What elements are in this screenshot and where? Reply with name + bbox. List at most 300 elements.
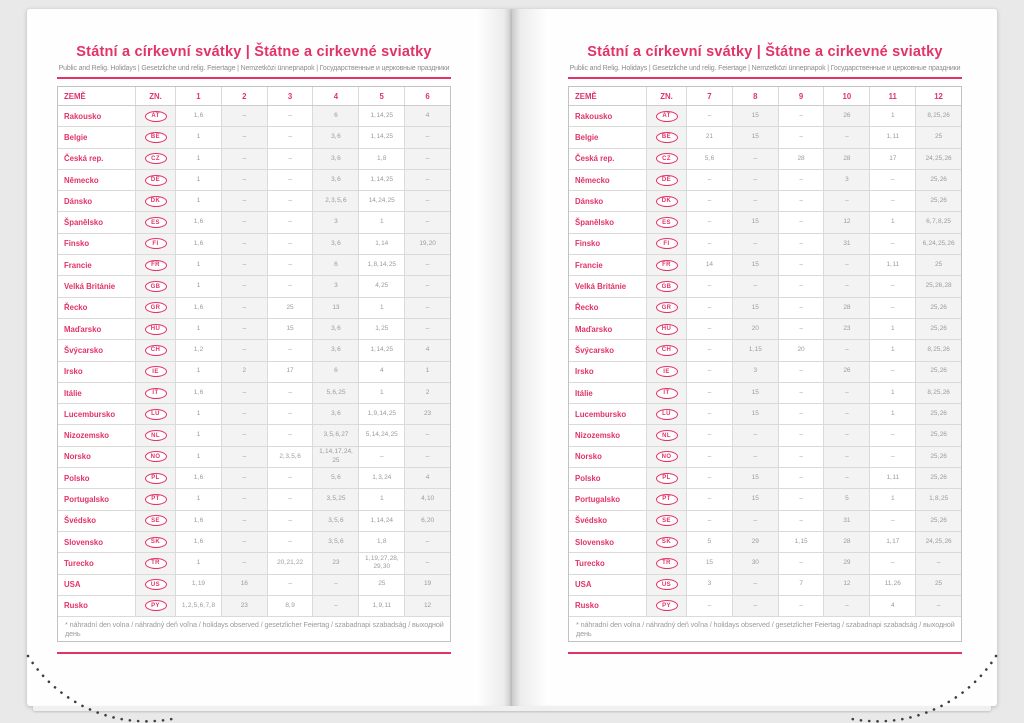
holiday-days-cell: – [733, 575, 779, 595]
country-code-badge: FR [145, 260, 167, 271]
country-name-cell: Polsko [569, 468, 647, 488]
holiday-days-cell: – [870, 447, 916, 467]
holiday-days-cell: – [687, 170, 733, 190]
table-row [58, 511, 450, 532]
holiday-days-cell: 1 [176, 425, 222, 445]
holiday-days-cell: – [222, 276, 268, 296]
holiday-days-cell: – [268, 106, 314, 126]
holiday-days-cell: 13 [313, 298, 359, 318]
holiday-days-cell: 1, 8 [359, 532, 405, 552]
table-row [569, 127, 961, 148]
country-code-cell [647, 319, 687, 339]
holiday-days-cell: – [268, 340, 314, 360]
country-code-cell [136, 425, 176, 445]
country-code-cell [647, 383, 687, 403]
holiday-days-cell: – [222, 340, 268, 360]
holiday-days-cell: – [824, 404, 870, 424]
holiday-days-cell: 3, 6 [313, 127, 359, 147]
country-code-cell [647, 234, 687, 254]
holiday-days-cell: – [222, 447, 268, 467]
holiday-days-cell: 1 [359, 383, 405, 403]
top-rule [57, 77, 451, 79]
table-row [569, 383, 961, 404]
holiday-days-cell: – [824, 596, 870, 616]
holiday-days-cell: – [222, 319, 268, 339]
country-code-badge: FI [656, 238, 678, 249]
country-code-cell [136, 575, 176, 595]
header-month-cell: 9 [779, 87, 825, 105]
holiday-days-cell: – [824, 340, 870, 360]
holiday-days-cell: 1, 14, 25 [359, 170, 405, 190]
country-name-cell: Slovensko [569, 532, 647, 552]
holiday-days-cell: – [687, 511, 733, 531]
holiday-days-cell: 25, 26 [916, 191, 961, 211]
holiday-days-cell: 1, 14 [359, 234, 405, 254]
country-code-badge: SK [145, 537, 167, 548]
country-code-badge: DE [145, 175, 167, 186]
holiday-days-cell: – [222, 383, 268, 403]
country-code-badge: ES [145, 217, 167, 228]
table-row [58, 596, 450, 617]
holiday-days-cell: 28 [824, 298, 870, 318]
holiday-days-cell: – [405, 255, 450, 275]
holiday-days-cell: 16 [222, 575, 268, 595]
holiday-days-cell: 2, 3, 5, 6 [268, 447, 314, 467]
table-row [58, 404, 450, 425]
country-code-badge: GB [145, 281, 167, 292]
country-name-cell: Rusko [569, 596, 647, 616]
holiday-days-cell: – [824, 191, 870, 211]
country-code-badge: HU [656, 324, 678, 335]
header-month-cell: 6 [425, 91, 430, 101]
holiday-days-cell: – [779, 425, 825, 445]
country-name-cell: Belgie [58, 127, 136, 147]
table-header-row [569, 87, 961, 106]
holiday-days-cell: – [779, 170, 825, 190]
country-code-badge: NO [145, 451, 167, 462]
country-name-cell: Velká Británie [58, 276, 136, 296]
holiday-days-cell: – [222, 106, 268, 126]
holiday-days-cell: – [687, 425, 733, 445]
holiday-days-cell: – [222, 191, 268, 211]
holiday-days-cell: – [268, 191, 314, 211]
country-code-badge: PT [145, 494, 167, 505]
country-code-cell [136, 149, 176, 169]
holiday-days-cell: 3 [733, 362, 779, 382]
table-row [569, 298, 961, 319]
country-code-badge: CZ [656, 153, 678, 164]
country-code-cell [647, 106, 687, 126]
holiday-days-cell: 1, 14, 25 [359, 340, 405, 360]
holiday-table [568, 86, 962, 642]
country-code-cell [136, 170, 176, 190]
holiday-days-cell: 3 [687, 575, 733, 595]
holiday-days-cell: 8, 9 [268, 596, 314, 616]
holiday-days-cell: 1, 8 [359, 149, 405, 169]
holiday-days-cell: 25, 26 [916, 468, 961, 488]
holiday-days-cell: – [687, 319, 733, 339]
holiday-days-cell: 25 [916, 255, 961, 275]
country-name-cell: Nizozemsko [569, 425, 647, 445]
country-name-cell: Dánsko [58, 191, 136, 211]
country-code-badge: GB [656, 281, 678, 292]
table-row [569, 149, 961, 170]
country-name-cell: Česká rep. [569, 149, 647, 169]
holiday-days-cell: – [779, 106, 825, 126]
holiday-days-cell: – [268, 212, 314, 232]
holiday-days-cell: – [870, 362, 916, 382]
holiday-days-cell: 3, 6 [313, 404, 359, 424]
table-row [58, 532, 450, 553]
country-code-badge: DE [656, 175, 678, 186]
country-code-cell [136, 212, 176, 232]
country-name-cell: Norsko [569, 447, 647, 467]
country-name-cell: Irsko [569, 362, 647, 382]
holiday-days-cell: – [687, 383, 733, 403]
holiday-days-cell: 1, 11 [870, 255, 916, 275]
country-code-badge: AT [656, 111, 678, 122]
holiday-days-cell: 15 [733, 212, 779, 232]
country-name-cell: Švýcarsko [569, 340, 647, 360]
holiday-days-cell: 1, 14, 25 [359, 127, 405, 147]
country-code-badge: CZ [145, 153, 167, 164]
holiday-days-cell: – [687, 191, 733, 211]
holiday-days-cell: – [405, 532, 450, 552]
holiday-days-cell: 1 [176, 149, 222, 169]
holiday-days-cell: – [222, 468, 268, 488]
holiday-days-cell: – [268, 170, 314, 190]
page-subtitle: Public and Relig. Holidays | Gesetzliche und relig. Feiertage | Nemzetközi ünnepnapok | Государственные и церковные праздники [58, 65, 450, 72]
holiday-days-cell: 4, 25 [359, 276, 405, 296]
country-name-cell: Německo [58, 170, 136, 190]
country-code-badge: PY [145, 600, 167, 611]
holiday-days-cell: – [222, 212, 268, 232]
holiday-days-cell: 6 [313, 255, 359, 275]
country-name-cell: Maďarsko [569, 319, 647, 339]
holiday-days-cell: 1 [359, 298, 405, 318]
country-name-cell: Španělsko [569, 212, 647, 232]
holiday-days-cell: – [313, 575, 359, 595]
right-page-content [568, 9, 962, 654]
holiday-days-cell: – [222, 255, 268, 275]
holiday-days-cell: 25, 26 [916, 404, 961, 424]
country-code-badge: HU [145, 324, 167, 335]
holiday-days-cell: – [268, 511, 314, 531]
country-code-cell [647, 362, 687, 382]
holiday-days-cell: 11, 26 [870, 575, 916, 595]
holiday-days-cell: 1, 6 [176, 511, 222, 531]
holiday-days-cell: – [779, 191, 825, 211]
left-page-content [57, 9, 451, 654]
table-row [58, 149, 450, 170]
country-code-cell [136, 340, 176, 360]
holiday-days-cell: 15 [733, 404, 779, 424]
holiday-table [57, 86, 451, 642]
holiday-days-cell: 1 [870, 319, 916, 339]
holiday-days-cell: 14, 24, 25 [359, 191, 405, 211]
country-name-cell: Francie [58, 255, 136, 275]
table-header-row [58, 87, 450, 106]
holiday-days-cell: 25, 26 [916, 511, 961, 531]
country-code-badge: TR [656, 558, 678, 569]
holiday-days-cell: – [405, 553, 450, 573]
header-month-cell: 1 [176, 87, 222, 105]
country-name-cell: Velká Británie [569, 276, 647, 296]
table-row [569, 255, 961, 276]
holiday-days-cell: – [824, 425, 870, 445]
holiday-days-cell: 25 [359, 575, 405, 595]
holiday-days-cell: – [222, 170, 268, 190]
table-row [58, 255, 450, 276]
holiday-days-cell: 1, 6 [176, 106, 222, 126]
holiday-days-cell: 1, 6 [176, 383, 222, 403]
header-month-cell: 7 [687, 87, 733, 105]
holiday-days-cell: 1, 6 [176, 212, 222, 232]
holiday-days-cell: – [870, 553, 916, 573]
country-name-cell: Turecko [569, 553, 647, 573]
header-month-cell: 11 [870, 87, 916, 105]
holiday-days-cell: 5, 6 [687, 149, 733, 169]
holiday-days-cell: 28 [779, 149, 825, 169]
holiday-days-cell: 1, 11 [870, 468, 916, 488]
holiday-days-cell: 4, 10 [405, 489, 450, 509]
country-name-cell: Nizozemsko [58, 425, 136, 445]
country-code-badge: TR [145, 558, 167, 569]
table-body [58, 106, 450, 617]
country-name-cell: Německo [569, 170, 647, 190]
country-name-cell: Rakousko [569, 106, 647, 126]
holiday-days-cell: – [779, 489, 825, 509]
table-row [58, 234, 450, 255]
table-row [58, 383, 450, 404]
holiday-days-cell: 30 [733, 553, 779, 573]
country-code-badge: US [656, 579, 678, 590]
country-name-cell: Rusko [58, 596, 136, 616]
holiday-days-cell: – [779, 234, 825, 254]
country-code-cell [136, 127, 176, 147]
country-code-cell [136, 362, 176, 382]
holiday-days-cell: 15 [733, 106, 779, 126]
header-month-cell: 5 [359, 87, 405, 105]
table-row [569, 106, 961, 127]
country-code-cell [136, 383, 176, 403]
holiday-days-cell: 23 [222, 596, 268, 616]
header-month-cell: 12 [934, 91, 943, 101]
country-code-cell [647, 276, 687, 296]
table-row [58, 106, 450, 127]
holiday-days-cell: 1 [176, 127, 222, 147]
country-code-badge: FR [656, 260, 678, 271]
table-row [58, 319, 450, 340]
holiday-days-cell: 1 [176, 276, 222, 296]
holiday-days-cell: – [779, 255, 825, 275]
holiday-days-cell: 29 [733, 532, 779, 552]
holiday-days-cell: 4 [405, 106, 450, 126]
holiday-days-cell: 25 [268, 298, 314, 318]
holiday-days-cell: 3, 5, 6 [313, 511, 359, 531]
holiday-days-cell: – [687, 212, 733, 232]
holiday-days-cell: – [405, 298, 450, 318]
holiday-days-cell: 3, 6 [313, 149, 359, 169]
country-code-badge: LU [656, 409, 678, 420]
holiday-days-cell: – [870, 191, 916, 211]
holiday-days-cell: – [222, 489, 268, 509]
country-code-cell [647, 447, 687, 467]
holiday-days-cell: 1 [176, 404, 222, 424]
table-row [58, 362, 450, 383]
holiday-days-cell: 1 [870, 106, 916, 126]
country-code-cell [647, 340, 687, 360]
country-name-cell: Rakousko [58, 106, 136, 126]
holiday-days-cell: – [824, 276, 870, 296]
table-row [569, 489, 961, 510]
country-code-badge: DK [145, 196, 167, 207]
holiday-days-cell: 15 [733, 383, 779, 403]
holiday-days-cell: 3, 5, 6, 27 [313, 425, 359, 445]
country-code-cell [136, 532, 176, 552]
holiday-days-cell: 26 [824, 362, 870, 382]
holiday-days-cell: 1 [870, 383, 916, 403]
table-row [58, 191, 450, 212]
holiday-days-cell: 20 [733, 319, 779, 339]
table-row [58, 212, 450, 233]
holiday-days-cell: 3 [313, 212, 359, 232]
country-name-cell: Španělsko [58, 212, 136, 232]
country-code-cell [136, 553, 176, 573]
country-code-cell [136, 276, 176, 296]
table-footnote [58, 617, 450, 641]
country-name-cell: Itálie [58, 383, 136, 403]
country-name-cell: Turecko [58, 553, 136, 573]
holiday-days-cell: 8, 25, 26 [916, 383, 961, 403]
holiday-days-cell: 1 [870, 404, 916, 424]
holiday-days-cell: – [222, 553, 268, 573]
holiday-days-cell: – [733, 170, 779, 190]
holiday-days-cell: 1, 19, 27, 28, 29, 30 [359, 553, 405, 573]
holiday-days-cell: – [222, 425, 268, 445]
holiday-days-cell: 28 [824, 532, 870, 552]
holiday-days-cell: 25, 26 [916, 447, 961, 467]
country-code-cell [647, 489, 687, 509]
country-code-cell [647, 425, 687, 445]
holiday-days-cell: – [733, 511, 779, 531]
country-name-cell: Lucembursko [58, 404, 136, 424]
holiday-days-cell: 23 [824, 319, 870, 339]
holiday-days-cell: – [268, 383, 314, 403]
country-name-cell: Slovensko [58, 532, 136, 552]
holiday-days-cell: 1 [176, 319, 222, 339]
holiday-days-cell: – [405, 127, 450, 147]
table-row [569, 340, 961, 361]
holiday-days-cell: – [222, 404, 268, 424]
country-name-cell: Česká rep. [58, 149, 136, 169]
country-code-cell [136, 404, 176, 424]
country-name-cell: Norsko [58, 447, 136, 467]
holiday-days-cell: – [733, 234, 779, 254]
table-row [569, 191, 961, 212]
holiday-days-cell: – [687, 468, 733, 488]
holiday-days-cell: 12 [824, 212, 870, 232]
page-title: Státní a církevní svátky | Štátne a cirkevné sviatky [76, 44, 432, 60]
table-row [569, 362, 961, 383]
country-code-cell [136, 255, 176, 275]
holiday-days-cell: 21 [687, 127, 733, 147]
table-row [58, 425, 450, 446]
holiday-days-cell: 19, 20 [405, 234, 450, 254]
holiday-days-cell: – [268, 468, 314, 488]
country-code-cell [647, 596, 687, 616]
country-code-badge: GR [145, 302, 167, 313]
holiday-days-cell: 15 [733, 255, 779, 275]
holiday-days-cell: – [687, 447, 733, 467]
country-code-badge: CH [656, 345, 678, 356]
holiday-days-cell: – [405, 319, 450, 339]
country-name-cell: Belgie [569, 127, 647, 147]
holiday-days-cell: – [687, 404, 733, 424]
header-month-cell: 2 [222, 87, 268, 105]
holiday-days-cell: 25, 26 [916, 298, 961, 318]
holiday-days-cell: 1, 8, 14, 25 [359, 255, 405, 275]
country-code-badge: PL [145, 473, 167, 484]
holiday-days-cell: – [824, 468, 870, 488]
holiday-days-cell: 1 [870, 212, 916, 232]
holiday-days-cell: 19 [405, 575, 450, 595]
holiday-days-cell: – [779, 511, 825, 531]
table-row [58, 553, 450, 574]
holiday-days-cell: – [268, 234, 314, 254]
holiday-days-cell: 6, 20 [405, 511, 450, 531]
country-code-badge: PY [656, 600, 678, 611]
holiday-days-cell: – [779, 447, 825, 467]
country-code-cell [647, 149, 687, 169]
holiday-days-cell: 3, 6 [313, 234, 359, 254]
country-name-cell: Švédsko [58, 511, 136, 531]
table-row [569, 511, 961, 532]
holiday-days-cell: 1 [359, 212, 405, 232]
holiday-days-cell: 17 [268, 362, 314, 382]
country-name-cell: Portugalsko [58, 489, 136, 509]
country-code-badge: FI [145, 238, 167, 249]
country-code-cell [136, 489, 176, 509]
country-code-badge: DK [656, 196, 678, 207]
table-row [569, 596, 961, 617]
holiday-days-cell: 20 [779, 340, 825, 360]
country-code-badge: CH [145, 345, 167, 356]
holiday-days-cell: – [733, 149, 779, 169]
holiday-days-cell: 31 [824, 511, 870, 531]
holiday-days-cell: – [733, 425, 779, 445]
table-row [58, 298, 450, 319]
country-code-cell [647, 212, 687, 232]
holiday-days-cell: – [687, 596, 733, 616]
holiday-days-cell: 3, 6 [313, 170, 359, 190]
country-name-cell: Finsko [58, 234, 136, 254]
holiday-days-cell: 5, 6, 25 [313, 383, 359, 403]
holiday-days-cell: – [779, 298, 825, 318]
holiday-days-cell: 2 [222, 362, 268, 382]
holiday-days-cell: – [870, 511, 916, 531]
holiday-days-cell: – [733, 276, 779, 296]
holiday-days-cell: – [268, 255, 314, 275]
country-code-cell [136, 447, 176, 467]
holiday-days-cell: – [405, 170, 450, 190]
table-row [58, 170, 450, 191]
holiday-days-cell: – [268, 489, 314, 509]
holiday-days-cell: – [687, 362, 733, 382]
holiday-days-cell: 1, 9, 14, 25 [359, 404, 405, 424]
holiday-days-cell: 31 [824, 234, 870, 254]
page-title: Státní a církevní svátky | Štátne a cirkevné sviatky [587, 44, 943, 60]
